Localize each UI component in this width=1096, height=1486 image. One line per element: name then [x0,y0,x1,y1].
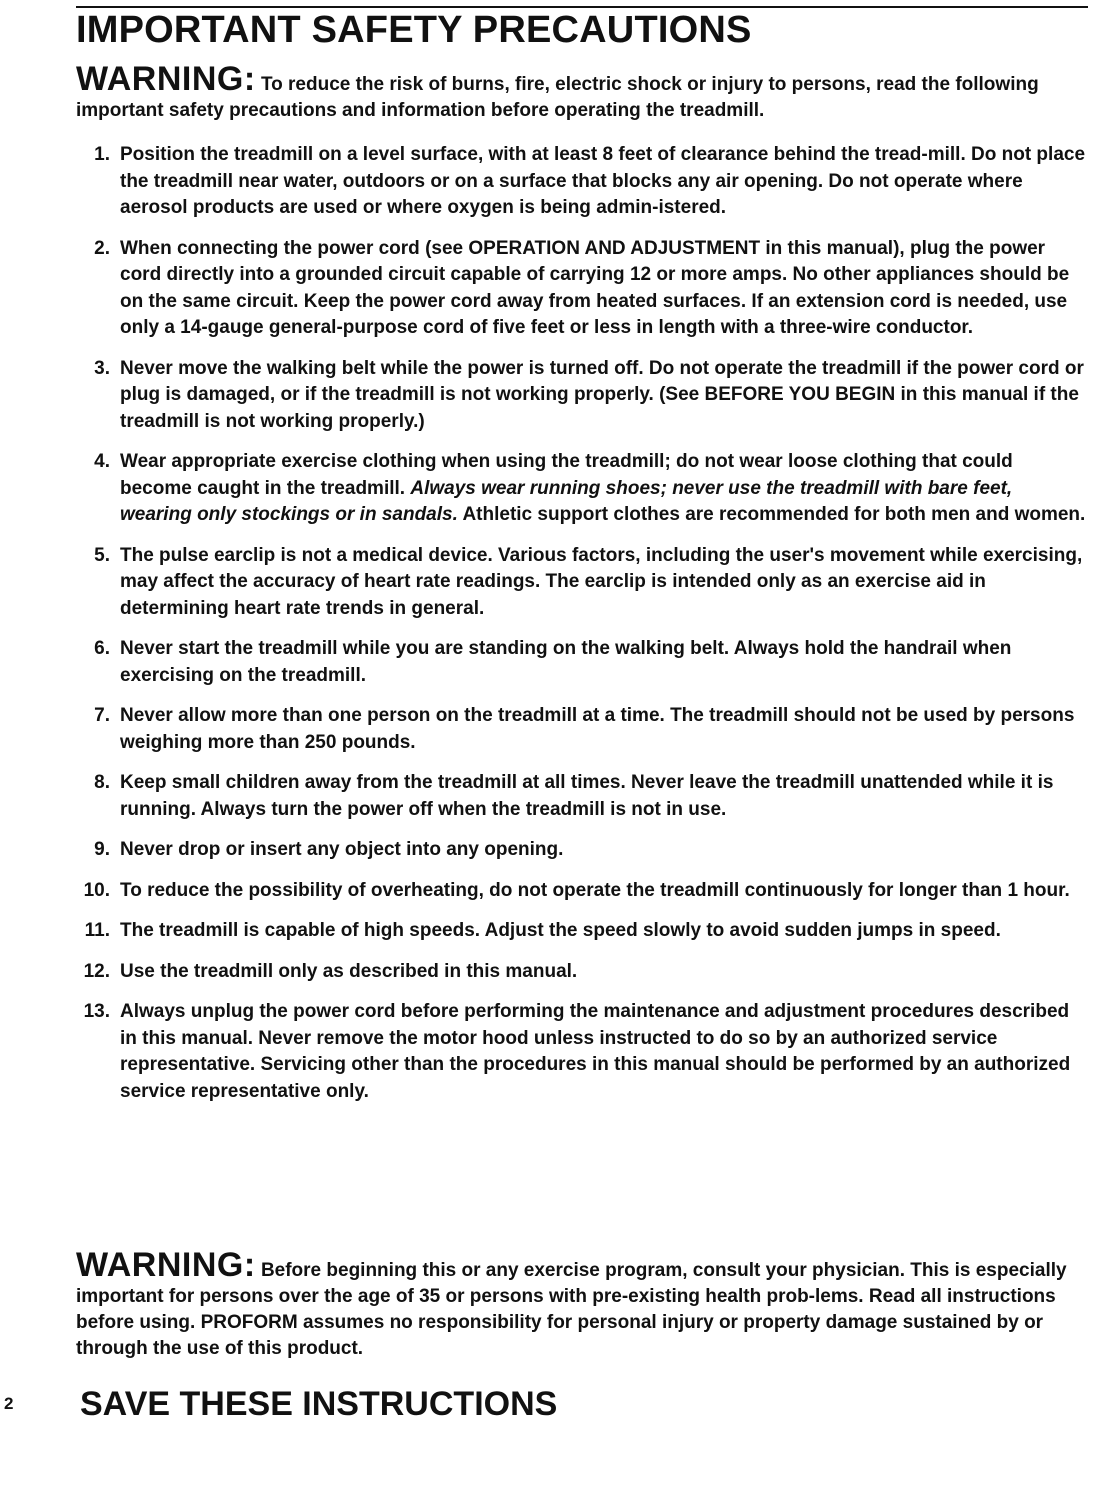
warning-physician [76,1246,1088,1362]
item-number: 9. [94,839,110,860]
item-text: Wear appropriate exercise clothing when using the treadmill; do not wear loose clothing that could become caught in the treadmill. [120,451,1013,499]
warning-intro [76,60,1088,124]
precaution-item [76,236,1088,342]
page-title: IMPORTANT SAFETY PRECAUTIONS [76,9,752,51]
warning-text: Before beginning this or any exercise program, consult your physician. This is especially important for persons over the age of 35 or persons with pre-existing health prob-lems. Read all instructions before using. PROFORM assumes no responsibility for personal injury or property damage sustained by or through the use of this product. [76,1260,1067,1359]
warning-label: WARNING: [76,1246,256,1284]
item-number: 10. [83,879,110,901]
precaution-item [76,703,1088,756]
precaution-item [76,356,1088,436]
item-text: The pulse earclip is not a medical device. Various factors, including the user's movement while exercising, may affect the accuracy of heart rate readings. The earclip is intended only as an exercise aid in determining heart rate trends in general. [120,544,1083,619]
precautions-list [76,142,1088,1119]
warning-text: To reduce the risk of burns, fire, electric shock or injury to persons, read the following important safety precautions and information before operating the treadmill. [76,74,1039,121]
item-number: 2. [94,237,110,259]
item-number: 6. [94,638,110,659]
item-emphasis: Always wear running shoes; never use the treadmill with bare feet, wearing only stockings or in sandals. [120,477,1013,525]
item-text: To reduce the possibility of overheating, do not operate the treadmill continuously for longer than 1 hour. [120,879,1070,901]
precaution-item [76,770,1088,823]
page-number: 2 [4,1394,14,1413]
save-instructions-heading: SAVE THESE INSTRUCTIONS [80,1385,558,1423]
item-text: Position the treadmill on a level surface, with at least 8 feet of clearance behind the tread-mill. Do not place the treadmill near water, outdoors or on a surface that blocks any air opening. Do not operate where aerosol products are used or where oxygen is being admin-istered. [120,144,1086,218]
precaution-item [76,959,1088,986]
item-number: 5. [94,544,110,566]
item-number: 4. [94,451,110,472]
item-text: When connecting the power cord (see OPERATION AND ADJUSTMENT in this manual), plug the power cord directly into a grounded circuit capable of carrying 12 or more amps. No other appliances should be on the same circuit. Keep the power cord away from heated surfaces. If an extension cord is needed, use only a 14-gauge general-purpose cord of five feet or less in length with a three-wire conductor. [120,237,1070,338]
item-text: Never start the treadmill while you are standing on the walking belt. Always hold the handrail when exercising on the treadmill. [120,638,1012,686]
precaution-item [76,543,1088,623]
precaution-item [76,449,1088,529]
item-text: Never move the walking belt while the power is turned off. Do not operate the treadmill if the power cord or plug is damaged, or if the treadmill is not working properly. (See BEFORE YOU BEGIN in this manual if the treadmill is not working properly.) [120,357,1084,432]
precaution-item [76,878,1088,905]
item-text: Never drop or insert any object into any opening. [120,839,564,860]
precaution-item [76,837,1088,864]
precaution-item [76,636,1088,689]
item-text: Always unplug the power cord before performing the maintenance and adjustment procedures described in this manual. Never remove the motor hood unless instructed to do so by an authorized service representative. Servicing other than the procedures in this manual should be performed by an authorized service representative only. [120,1001,1071,1102]
item-number: 7. [94,705,110,726]
precaution-item [76,142,1088,222]
warning-label: WARNING: [76,60,256,98]
item-number: 13. [83,1001,110,1022]
item-number: 11. [84,920,110,941]
precaution-item [76,999,1088,1105]
precaution-item [76,918,1088,945]
item-text: Use the treadmill only as described in this manual. [120,960,578,982]
item-text: Never allow more than one person on the treadmill at a time. The treadmill should not be used by persons weighing more than 250 pounds. [120,705,1075,753]
item-number: 1. [94,144,110,165]
item-text: Keep small children away from the treadmill at all times. Never leave the treadmill unattended while it is running. Always turn the power off when the treadmill is not in use. [120,772,1054,820]
item-text-after: Athletic support clothes are recommended for both men and women. [462,504,1086,525]
item-number: 8. [94,772,110,793]
item-text: The treadmill is capable of high speeds. Adjust the speed slowly to avoid sudden jumps in speed. [120,920,1001,941]
item-number: 12. [83,960,110,982]
item-number: 3. [94,357,110,379]
